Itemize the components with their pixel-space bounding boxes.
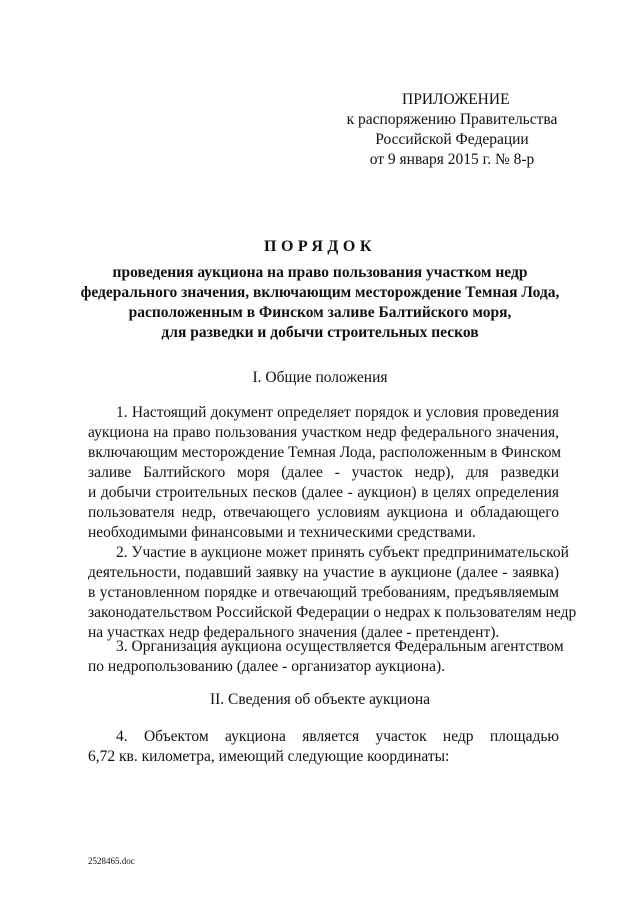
section-heading-2: II. Сведения об объекте аукциона [209,691,431,708]
paragraph-line: на участках недр федерального значения (далее - претендент). [88,624,500,641]
paragraph-line: пользователя недр, отвечающего условиям аукциона и обладающего [88,504,559,521]
file-name-footer: 2528465.doc [88,856,135,866]
subtitle-line: для разведки и добычи строительных песков [161,324,479,341]
paragraph-line: необходимыми финансовыми и техническими средствами. [88,524,476,541]
paragraph-line: 1. Настоящий документ определяет порядок и условия проведения [116,404,559,421]
subtitle-line: федерального значения, включающим месторождение Темная Лода, [80,284,560,301]
paragraph-line: включающим месторождение Темная Лода, расположенным в Финском [88,444,562,461]
paragraph-4 [88,727,559,767]
paragraph-3 [88,637,564,677]
paragraph-line: аукциона на право пользования участком недр федерального значения, [88,424,559,441]
section-heading-1: I. Общие положения [252,369,388,386]
paragraph-2 [88,543,577,643]
paragraph-line: 4. Объектом аукциона является участок недр площадью [116,728,559,745]
document-title: ПОРЯДОК [264,238,376,255]
appendix-line-3: от 9 января 2015 г. № 8-р [369,151,535,168]
subtitle-line: расположенным в Финском заливе Балтийского моря, [128,304,512,321]
paragraph-line: законодательством Российской Федерации о недрах к пользователям недр [88,604,577,621]
paragraph-line: заливе Балтийского моря (далее - участок недр), для разведки [88,464,559,481]
document-subtitle [60,263,580,343]
paragraph-line: 3. Организация аукциона осуществляется Федеральным агентством [116,638,564,655]
paragraph-line: в установленном порядке и отвечающий требованиям, предъявляемым [88,584,559,601]
appendix-line-2: Российской Федерации [375,131,529,148]
appendix-title: ПРИЛОЖЕНИЕ [402,91,510,108]
paragraph-line: и добычи строительных песков (далее - аукцион) в целях определения [88,484,559,501]
paragraph-line: деятельности, подавший заявку на участие в аукционе (далее - заявка) [88,564,559,581]
appendix-line-1: к распоряжению Правительства [346,111,558,128]
paragraph-line: 2. Участие в аукционе может принять субъект предпринимательской [116,544,569,561]
paragraph-line: по недропользованию (далее - организатор аукциона). [88,658,446,675]
subtitle-line: проведения аукциона на право пользования участком недр [112,264,528,281]
paragraph-line: 6,72 кв. километра, имеющий следующие координаты: [88,748,450,765]
paragraph-1 [88,403,562,543]
